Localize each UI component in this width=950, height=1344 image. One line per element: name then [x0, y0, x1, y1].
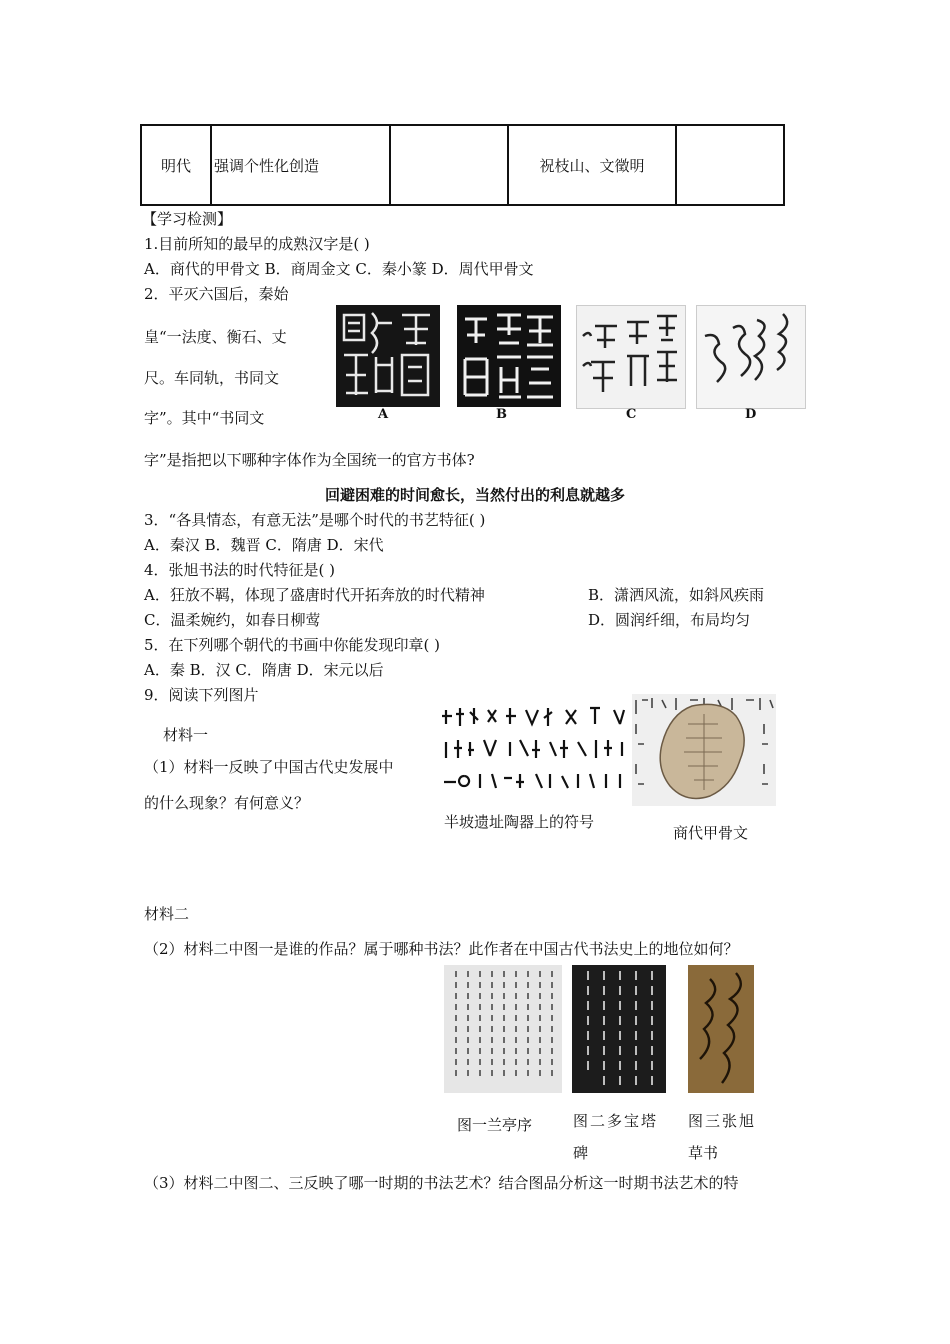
q2-line5: 字”是指把以下哪种字体作为全国统一的官方书体? [144, 451, 475, 469]
script-sample-c-image [576, 305, 686, 409]
q1-options: A．商代的甲骨文 B．商周金文 C．秦小篆 D．周代甲骨文 [144, 260, 534, 278]
q5-stem: 5．在下列哪个朝代的书画中你能发现印章( ) [144, 636, 441, 654]
table-cell-empty-1 [390, 125, 508, 205]
q4-option-a: A．狂放不羁，体现了盛唐时代开拓奔放的时代精神 [144, 586, 485, 604]
clerical-script-icon [457, 305, 561, 407]
table-row [141, 125, 784, 205]
material-1-label: 材料一 [163, 726, 209, 744]
lantingxu-image [444, 965, 562, 1093]
banpo-symbols-image [440, 700, 636, 796]
q2-line2: 皇“一法度、衡石、丈 [144, 328, 287, 346]
table-cell-dynasty: 明代 [141, 125, 211, 205]
script-sample-a-image [336, 305, 440, 407]
label-c: C [626, 407, 637, 422]
cursive-script-icon [697, 306, 805, 408]
q2-line4: 字”。其中“书同文 [144, 409, 265, 427]
script-sample-b-image [457, 305, 561, 407]
q9-sub2: （2）材料二中图一是谁的作品？属于哪种书法？此作者在中国古代书法史上的地位如何？ [144, 940, 739, 958]
q4-option-b: B．潇洒风流，如斜风疾雨 [588, 586, 765, 604]
caption-fig2-line2: 碑 [573, 1144, 589, 1162]
q9-stem: 9．阅读下列图片 [144, 686, 259, 704]
regular-script-icon [577, 306, 685, 408]
q4-option-d: D．圆润纤细，布局均匀 [588, 611, 751, 629]
label-b: B [496, 407, 507, 422]
caption-oracle: 商代甲骨文 [673, 824, 749, 842]
cursive-calligraphy-icon [688, 965, 754, 1093]
label-d: D [745, 407, 757, 422]
duobaota-image [572, 965, 666, 1093]
table-cell-empty-2 [676, 125, 784, 205]
table-cell-feature: 强调个性化创造 [211, 125, 390, 205]
caption-banpo: 半坡遗址陶器上的符号 [444, 813, 595, 831]
q9-sub1-line2: 的什么现象？有何意义？ [144, 794, 310, 812]
q2-line1: 2．平灭六国后，秦始 [144, 285, 289, 303]
q3-stem: 3．“各具情态，有意无法”是哪个时代的书艺特征( ) [144, 511, 486, 529]
caption-fig3-line2: 草书 [688, 1144, 719, 1162]
regular-script-stele-icon [572, 965, 666, 1093]
caption-fig1: 图一兰亭序 [457, 1116, 533, 1134]
caption-fig3-line1: 图三张旭 [688, 1112, 757, 1130]
q4-option-c: C．温柔婉约，如春日柳莺 [144, 611, 321, 629]
q3-options: A．秦汉 B．魏晋 C．隋唐 D．宋代 [144, 536, 384, 554]
q9-sub1-line1: （1）材料一反映了中国古代史发展中 [144, 758, 394, 776]
zhangxu-caoshu-image [688, 965, 754, 1093]
caption-fig2-line1: 图二多宝塔 [573, 1112, 659, 1130]
label-a: A [378, 407, 389, 422]
script-sample-d-image [696, 305, 806, 409]
motto: 回避困难的时间愈长，当然付出的利息就越多 [324, 486, 625, 504]
dynasty-table [140, 124, 785, 206]
running-script-icon [444, 965, 562, 1093]
pottery-symbols-icon [440, 700, 636, 796]
table-cell-artists: 祝枝山、文徵明 [508, 125, 676, 205]
q4-stem: 4．张旭书法的时代特征是( ) [144, 561, 336, 579]
oracle-bone-image [632, 694, 776, 806]
q2-line3: 尺。车同轨，书同文 [144, 369, 280, 387]
section-title: 【学习检测】 [142, 210, 233, 228]
q1-stem: 1.目前所知的最早的成熟汉字是( ) [144, 235, 370, 253]
q5-options: A．秦 B．汉 C．隋唐 D．宋元以后 [144, 661, 384, 679]
seal-script-icon [336, 305, 440, 407]
oracle-bone-icon [632, 694, 776, 806]
material-2-label: 材料二 [144, 905, 190, 923]
q9-sub3: （3）材料二中图二、三反映了哪一时期的书法艺术？结合图品分析这一时期书法艺术的特 [144, 1174, 739, 1192]
